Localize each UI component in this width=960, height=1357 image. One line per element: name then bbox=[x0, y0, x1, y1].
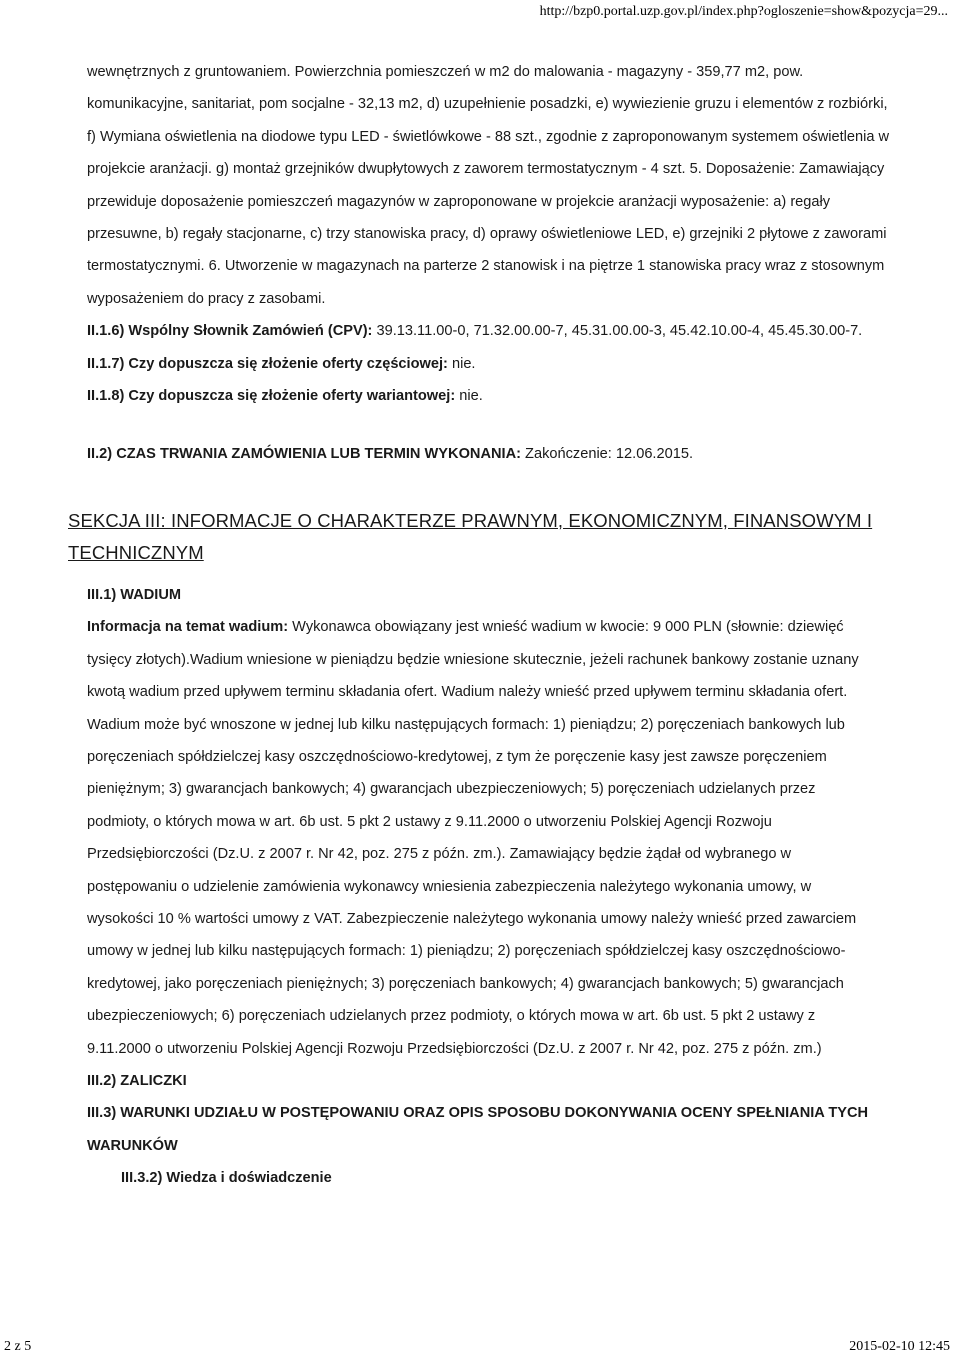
cpv-value: 39.13.11.00-0, 71.32.00.00-7, 45.31.00.00-3, 45.42.10.00-4, 45.45.30.00-7. bbox=[372, 323, 863, 340]
partial-offer-line bbox=[87, 348, 897, 380]
variant-offer-value: nie. bbox=[455, 388, 483, 405]
wadium-info-text: Wykonawca obowiązany jest wnieść wadium w kwocie: 9 000 PLN (słownie: dziewięć tysięcy złotych).Wadium wniesione w pieniądzu będzie wniesione skutecznie, jeżeli rachunek bankowy zostanie uznany kwotą wadium przed upływem terminu składania ofert. Wadium należy wnieść przed upływem terminu składania ofert. Wadium może być wnoszone w jednej lub kilku następujących formach: 1) pieniądzu; 2) poręczeniach bankowych lub poręczeniach spółdzielczej kasy oszczędnościowo-kredytowej, z tym że poręczenie kasy jest zawsze poręczeniem pieniężnym; 3) gwarancjach bankowych; 4) gwarancjach ubezpieczeniowych; 5) poręczeniach udzielanych przez podmioty, o których mowa w art. 6b ust. 5 pkt 2 ustawy z 9.11.2000 o utworzeniu Polskiej Agencji Rozwoju Przedsiębiorczości (Dz.U. z 2007 r. Nr 42, poz. 275 z późn. zm.). Zamawiający będzie żądał od wybranego w postępowaniu o udzielenie zamówienia wykonawcy wniesienia zabezpieczenia należytego wykonania umowy, w wysokości 10 % wartości umowy z VAT. Zabezpieczenie należytego wykonania umowy należy wnieść przed zawarciem umowy w jednej lub kilku następujących formach: 1) pieniądzu; 2) poręczeniach spółdzielczej kasy oszczędnościowo-kredytowej, jako poręczeniach pieniężnych; 3) poręczeniach bankowych; 4) gwarancjach bankowych; 5) gwarancjach ubezpieczeniowych; 6) poręczeniach udzielanych przez podmioty, o których mowa w art. 6b ust. 5 pkt 2 ustawy z 9.11.2000 o utworzeniu Polskiej Agencji Rozwoju Przedsiębiorczości (Dz.U. z 2007 r. Nr 42, poz. 275 z późn. zm.) bbox=[87, 619, 859, 1057]
zaliczki-heading-text: III.2) ZALICZKI bbox=[87, 1072, 187, 1089]
wadium-heading-text: III.1) WADIUM bbox=[87, 586, 182, 603]
intro-paragraph: wewnętrznych z gruntowaniem. Powierzchnia pomieszczeń w m2 do malowania - magazyny - 359,77 m2, pow. komunikacyjne, sanitariat, pom socjalne - 32,13 m2, d) uzupełnienie posadzki, e) wywiezienie gruzu i elementów z rozbiórki, f) Wymiana oświetlenia na diodowe typu LED - świetlówkowe - 88 szt., zgodnie z zaproponowanym systemem oświetlenia w projekcie aranżacji. g) montaż grzejników dwupłytowych z zaworem termostatycznym - 4 szt. 5. Doposażenie: Zamawiający przewiduje doposażenie pomieszczeń magazynów w zaproponowane w projekcie aranżacji wyposażenie: a) regały przesuwne, b) regały stacjonarne, c) trzy stanowiska pracy, d) oprawy oświetleniowe LED, e) grzejniki 2 płytowe z zaworami termostatycznymi. 6. Utworzenie w magazynach na parterze 2 stanowisk i na piętrze 1 stanowiska pracy wraz z stosownym wyposażeniem do pracy z zasobami. bbox=[87, 64, 890, 307]
wadium-info bbox=[87, 611, 877, 1065]
partial-offer-label: II.1.7) Czy dopuszcza się złożenie oferty częściowej: bbox=[87, 355, 448, 372]
cpv-line bbox=[87, 315, 897, 347]
zaliczki-heading bbox=[87, 1065, 877, 1097]
warunki-heading-text: III.3) WARUNKI UDZIAŁU W POSTĘPOWANIU ORAZ OPIS SPOSOBU DOKONYWANIA OCENY SPEŁNIANIA TYCH WARUNKÓW bbox=[87, 1105, 869, 1154]
print-datetime: 2015-02-10 12:45 bbox=[849, 1339, 950, 1354]
cpv-label: II.1.6) Wspólny Słownik Zamówień (CPV): bbox=[87, 323, 373, 340]
variant-offer-label: II.1.8) Czy dopuszcza się złożenie oferty wariantowej: bbox=[87, 388, 456, 405]
variant-offer-line bbox=[87, 380, 897, 412]
section-3-title: SEKCJA III: INFORMACJE O CHARAKTERZE PRAWNYM, EKONOMICZNYM, FINANSOWYM I TECHNICZNYM bbox=[68, 509, 873, 563]
wiedza-heading-text: III.3.2) Wiedza i doświadczenie bbox=[121, 1170, 332, 1187]
warunki-heading bbox=[87, 1097, 877, 1162]
wadium-heading bbox=[87, 579, 877, 611]
print-header-url: http://bzp0.portal.uzp.gov.pl/index.php?ogloszenie=show&pozycja=29... bbox=[539, 4, 948, 19]
wiedza-heading bbox=[121, 1162, 877, 1194]
duration-label: II.2) CZAS TRWANIA ZAMÓWIENIA LUB TERMIN WYKONANIA: bbox=[87, 446, 521, 463]
duration-value: Zakończenie: 12.06.2015. bbox=[521, 446, 694, 463]
wadium-info-label: Informacja na temat wadium: bbox=[87, 619, 289, 636]
partial-offer-value: nie. bbox=[447, 355, 476, 372]
page-number: 2 z 5 bbox=[4, 1339, 32, 1354]
duration-line bbox=[87, 438, 897, 470]
spacer bbox=[87, 412, 877, 438]
document-content bbox=[68, 56, 890, 1195]
